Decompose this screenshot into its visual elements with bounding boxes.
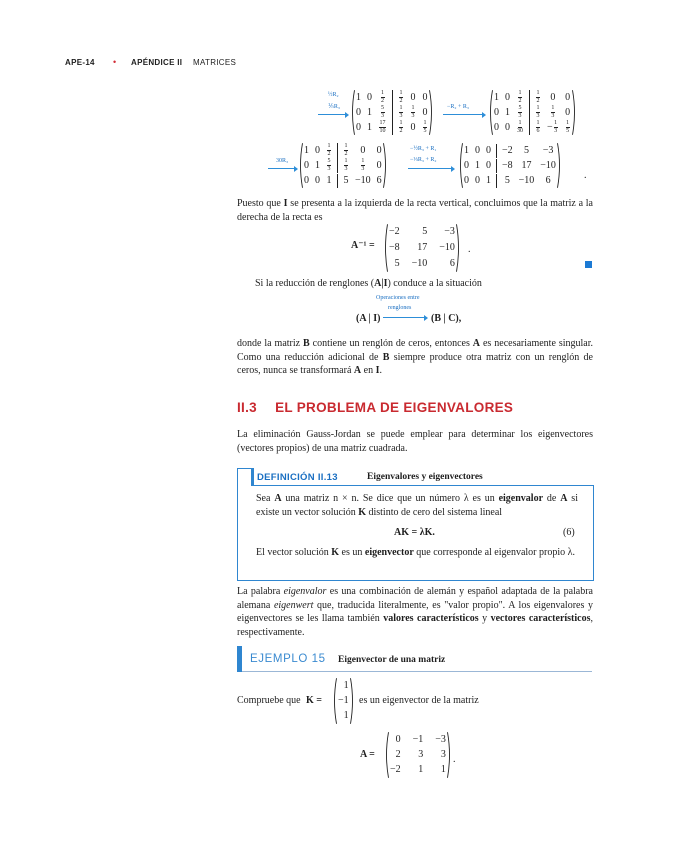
- definition-title: Eigenvalores y eigenvectores: [367, 472, 483, 482]
- row-op-label: 30R₃: [276, 158, 289, 164]
- matrix-grid: [303, 143, 383, 188]
- definition-equation: AK = λK.: [394, 527, 435, 538]
- matrix-cell: 0: [464, 159, 469, 171]
- matrix-cell: 1: [494, 91, 499, 103]
- matrix-cell: 17: [521, 159, 532, 171]
- paragraph-etymology: La palabra eigenvalor es una combinación de alemán y español adaptada de la palabra alemana eigenwert que, traducida literalmente, es "valor propio". A los eigenvalores y eigenvectores se les llama también valores característicos y vectores característicos, respectivamente.: [237, 586, 593, 638]
- right-paren: [456, 224, 461, 272]
- example-text-before: Compruebe que: [237, 695, 301, 706]
- matrix-cell: 5: [523, 144, 529, 156]
- matrix-grid: [388, 224, 456, 272]
- matrix-cell: 0: [565, 91, 571, 103]
- row-op-label: −½R₃ + R₁: [410, 146, 437, 152]
- matrix-cell: $\frac{1}{3}$: [361, 158, 365, 172]
- matrix-cell: 1: [505, 106, 510, 118]
- matrix-cell: −10: [439, 242, 455, 253]
- matrix-step-4: [458, 143, 562, 188]
- paragraph-gauss-jordan: La eliminación Gauss-Jordan se puede emplear para determinar los eigenvectores (vectores propios) de una matriz cuadrada.: [237, 429, 593, 454]
- matrix-cell: $\frac{1}{3}$: [337, 158, 350, 172]
- matrix-cell: 1: [440, 764, 446, 776]
- matrix-cell: 0: [494, 106, 499, 118]
- right-paren: [572, 90, 577, 135]
- matrix-cell: $\frac{1}{2}$: [392, 120, 405, 134]
- row-op-arrow: [408, 168, 452, 169]
- matrix-cell: 5: [422, 226, 428, 237]
- paragraph-singular: donde la matriz B contiene un renglón de ceros, entonces A es necesariamente singular. Como una reducción adicional de B siempre produce otra matriz con un renglón de ceros, nunca se transformará A en I.: [237, 338, 593, 377]
- matrix-cell: 0: [494, 121, 499, 133]
- matrix-grid: [337, 678, 350, 724]
- row-op-label: ½R₂: [328, 92, 339, 98]
- matrix-cell: −1: [412, 733, 424, 745]
- inverse-end-period: .: [468, 244, 471, 255]
- matrix-cell: 0: [356, 106, 361, 118]
- matrix-grid: [355, 90, 429, 135]
- matrix-cell: −2: [390, 764, 401, 776]
- page-number: APE-14: [65, 58, 95, 67]
- matrix-cell: 5: [337, 174, 350, 188]
- row-op-label: −⅓R₃ + R₂: [410, 157, 437, 163]
- definition-text-2: El vector solución K es un eigenvector que corresponde al eigenvalor propio λ.: [256, 547, 575, 558]
- matrix-cell: −3: [444, 226, 455, 237]
- matrix-cell: 1: [464, 144, 469, 156]
- row-op-arrow: [443, 114, 483, 115]
- a-end-period: .: [453, 754, 456, 765]
- matrix-cell: 6: [449, 258, 455, 269]
- matrix-cell: 0: [410, 91, 416, 103]
- matrix-cell: 3: [440, 748, 446, 760]
- matrix-cell: −10: [540, 159, 556, 171]
- matrix-cell: −3: [435, 733, 446, 745]
- matrix-cell: −8: [496, 159, 514, 173]
- matrix-cell: 0: [505, 91, 510, 103]
- matrix-cell: 0: [304, 159, 309, 171]
- matrix-step-3: [298, 143, 388, 188]
- matrix-cell: $\frac{1}{2}$: [381, 90, 384, 104]
- reduction-right: (B | C),: [431, 313, 462, 324]
- right-paren: [429, 90, 434, 135]
- matrix-cell: 2: [395, 748, 401, 760]
- matrix-cell: $\frac{5}{3}$: [518, 105, 522, 119]
- matrix-cell: 3: [418, 748, 424, 760]
- matrix-cell: 6: [376, 174, 382, 186]
- example-text-after: es un eigenvector de la matriz: [359, 695, 479, 706]
- matrix-cell: 0: [395, 733, 401, 745]
- matrix-cell: 0: [464, 174, 469, 186]
- paragraph-conclusion: Puesto que I se presenta a la izquierda de la recta vertical, concluimos que la matriz a la derecha de la recta es: [237, 198, 593, 223]
- matrix-cell: $\frac{1}{2}$: [529, 90, 542, 104]
- matrix-cell: 0: [505, 121, 510, 133]
- row-op-label: −R₂ + R₃: [447, 104, 469, 110]
- matrix-cell: $\frac{1}{2}$: [327, 143, 331, 157]
- matrix-cell: −2: [496, 144, 514, 158]
- matrix-step-1: [350, 90, 434, 135]
- section-title: EL PROBLEMA DE EIGENVALORES: [275, 400, 514, 415]
- matrix-cell: −10: [355, 174, 371, 186]
- matrix-cell: 0: [304, 174, 309, 186]
- a-matrix: [384, 732, 452, 778]
- example-rule: [242, 671, 592, 672]
- matrix-cell: 6: [545, 174, 551, 186]
- matrix-cell: $\frac{1}{30}$: [517, 120, 523, 134]
- row-op-label: ⅕R₃: [328, 104, 340, 110]
- matrix-cell: 1: [304, 144, 309, 156]
- k-label: K =: [306, 695, 322, 706]
- reduction-left: (A | I): [356, 313, 381, 324]
- matrix-cell: 17: [417, 242, 428, 253]
- header-section-name: MATRICES: [193, 58, 237, 67]
- matrix-cell: 0: [486, 159, 491, 171]
- right-paren: [350, 678, 355, 724]
- equation-number: (6): [563, 527, 575, 538]
- matrix-cell: 1: [343, 679, 349, 691]
- matrix-cell: −10: [411, 258, 428, 269]
- matrix-cell: 1: [475, 159, 480, 171]
- matrix-cell: $\frac{1}{3}$: [411, 105, 415, 119]
- matrix-cell: 1: [418, 764, 424, 776]
- matrix-cell: 0: [376, 159, 382, 171]
- definition-label: DEFINICIÓN II.13: [257, 472, 338, 483]
- matrix-cell: 1: [356, 91, 361, 103]
- matrix-cell: 0: [475, 144, 480, 156]
- matrix-cell: 0: [410, 121, 416, 133]
- matrix-cell: 0: [360, 144, 366, 156]
- matrix-cell: $\frac{17}{10}$: [379, 120, 386, 134]
- matrix-step-2: [488, 90, 577, 135]
- matrix-cell: 0: [486, 144, 491, 156]
- right-paren: [557, 143, 562, 188]
- inverse-matrix: [383, 224, 461, 272]
- paragraph-reduction: Si la reducción de renglones (A|I) conduce a la situación: [255, 278, 482, 289]
- matrix-cell: 0: [565, 106, 571, 118]
- inverse-label: A⁻¹ =: [351, 240, 375, 251]
- matrix-end-period: .: [584, 170, 587, 181]
- matrix-cell: 1: [326, 174, 332, 186]
- example-title: Eigenvector de una matriz: [338, 655, 446, 665]
- matrix-cell: − $\frac{1}{3}$: [547, 120, 558, 134]
- example-label: EJEMPLO 15: [250, 653, 326, 665]
- a-label: A =: [360, 749, 375, 760]
- matrix-cell: 1: [367, 106, 372, 118]
- matrix-cell: $\frac{1}{6}$: [529, 120, 542, 134]
- matrix-cell: 1: [315, 159, 320, 171]
- definition-text-1: Sea A una matriz n × n. Se dice que un número λ es un eigenvalor de A si existe un vector solución K distinto de cero del sistema lineal: [256, 493, 578, 518]
- matrix-cell: −8: [389, 242, 400, 253]
- matrix-cell: 0: [475, 174, 480, 186]
- matrix-cell: 5: [496, 174, 514, 188]
- matrix-grid: [389, 732, 447, 778]
- matrix-cell: −1: [338, 694, 349, 706]
- matrix-grid: [493, 90, 572, 135]
- matrix-cell: $\frac{1}{2}$: [337, 143, 350, 157]
- matrix-cell: $\frac{1}{3}$: [392, 105, 405, 119]
- matrix-cell: $\frac{1}{3}$: [529, 105, 542, 119]
- header-appendix: APÉNDICE II: [131, 58, 183, 67]
- row-op-arrow: [268, 168, 295, 169]
- matrix-cell: 0: [315, 144, 320, 156]
- matrix-cell: $\frac{1}{5}$: [566, 120, 570, 134]
- matrix-cell: $\frac{1}{2}$: [518, 90, 522, 104]
- example-bar: [237, 646, 242, 672]
- matrix-cell: $\frac{1}{5}$: [423, 120, 427, 134]
- matrix-cell: 1: [486, 174, 491, 186]
- matrix-cell: −10: [518, 174, 535, 186]
- matrix-cell: 0: [356, 121, 361, 133]
- row-op-arrow: [318, 114, 346, 115]
- matrix-cell: −2: [389, 226, 400, 237]
- reduction-op-line2: renglones: [388, 305, 412, 311]
- end-of-proof-icon: [585, 261, 592, 268]
- matrix-cell: 0: [315, 174, 320, 186]
- right-paren: [383, 143, 388, 188]
- right-paren: [447, 732, 452, 778]
- matrix-cell: $\frac{5}{3}$: [381, 105, 384, 119]
- matrix-cell: 0: [367, 91, 372, 103]
- k-vector: [332, 678, 355, 724]
- matrix-cell: 0: [550, 91, 556, 103]
- header-bullet: •: [113, 57, 117, 67]
- reduction-op-line1: Operaciones entre: [376, 295, 420, 301]
- matrix-cell: 0: [422, 106, 428, 118]
- matrix-cell: 5: [394, 258, 400, 269]
- reduction-arrow: [383, 317, 425, 318]
- section-heading: [237, 400, 513, 415]
- matrix-cell: −3: [542, 144, 554, 156]
- matrix-cell: 1: [343, 710, 349, 722]
- section-number: II.3: [237, 400, 257, 415]
- matrix-grid: [463, 143, 557, 188]
- matrix-cell: 1: [367, 121, 372, 133]
- matrix-cell: 0: [376, 144, 382, 156]
- matrix-cell: $\frac{5}{3}$: [327, 158, 331, 172]
- matrix-cell: $\frac{1}{2}$: [392, 90, 405, 104]
- matrix-cell: 0: [422, 91, 428, 103]
- matrix-cell: $\frac{1}{3}$: [551, 105, 555, 119]
